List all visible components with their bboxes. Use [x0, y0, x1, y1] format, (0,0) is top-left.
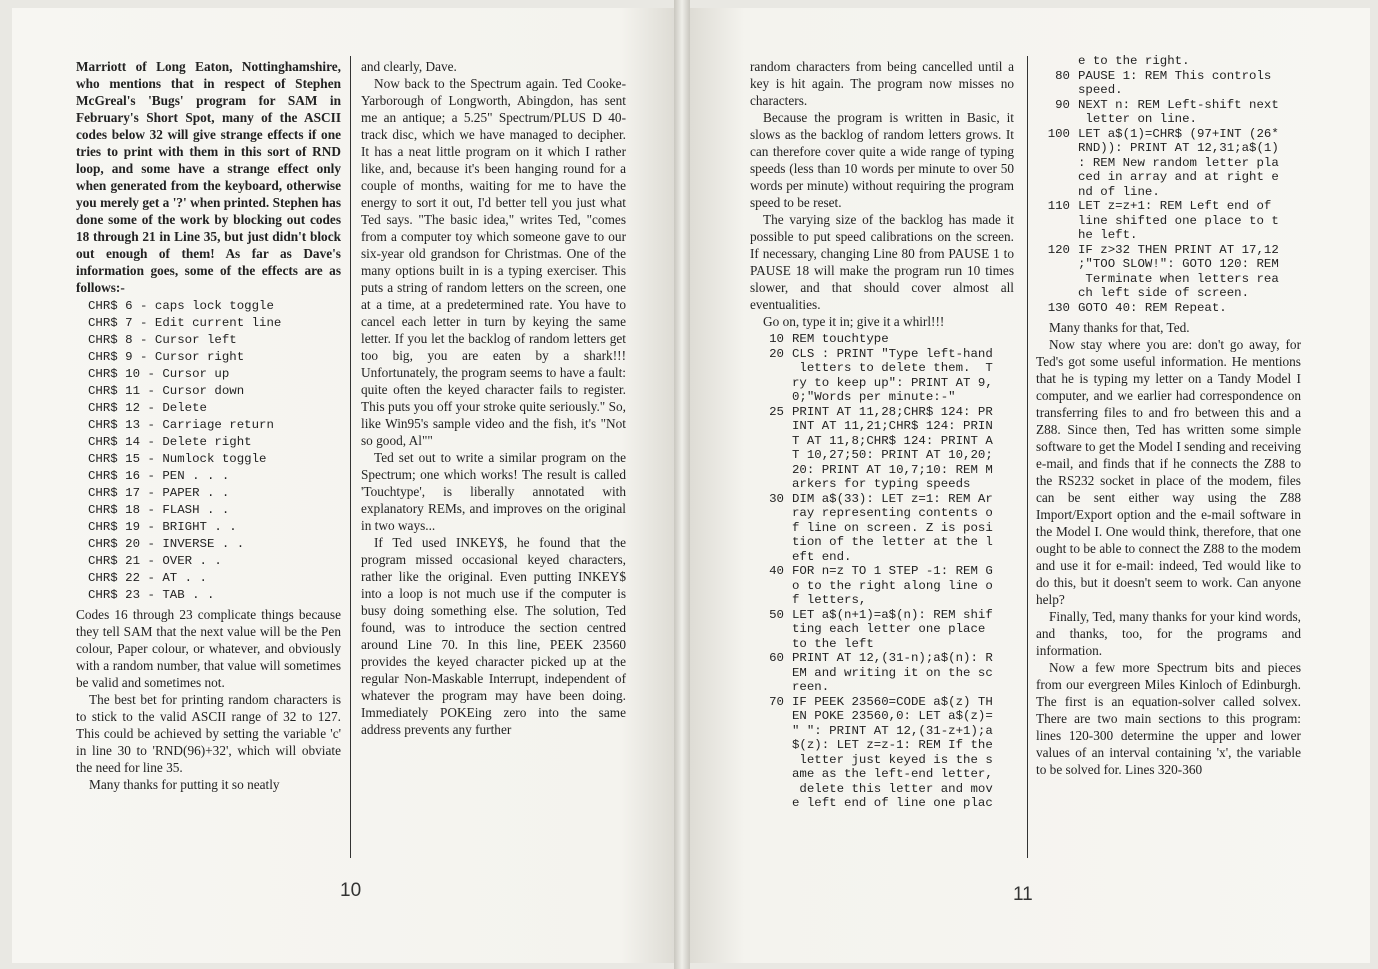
chr-code-line: CHR$ 10 - Cursor up — [88, 367, 230, 381]
program-line — [750, 724, 1014, 739]
program-text: f letters, — [792, 593, 867, 607]
program-text: nd of line. — [1078, 184, 1160, 199]
program-text: tion of the letter at the l — [792, 535, 993, 549]
program-line — [750, 593, 1014, 608]
program-text: ch left side of screen. — [1078, 286, 1250, 300]
right-page-column-1 — [750, 58, 1014, 811]
program-text: speed. — [1078, 83, 1123, 97]
program-text: ;"TOO SLOW!": GOTO 120: REM — [1078, 257, 1279, 271]
paragraph: Codes 16 through 23 complicate things because they tell SAM that the next value will be the Pen colour, Paper colour, or whatever, and obviously with a random number, that value will sometimes be valid and sometimes not. — [76, 607, 341, 690]
program-line — [750, 753, 1014, 768]
line-number: 25 — [769, 404, 784, 419]
program-line — [750, 448, 1014, 463]
line-number — [750, 477, 792, 492]
paragraph: Ted set out to write a similar program on the Spectrum; one which works! The result is called 'Touchtype', is liberally annotated with explanatory REMs, and improves on the original in two ways... — [361, 450, 626, 533]
program-text: PRINT AT 12,(31-n);a$(n): R — [792, 651, 993, 665]
line-number — [750, 709, 792, 724]
program-line — [750, 695, 1014, 710]
line-number — [750, 680, 792, 695]
program-text: delete this letter and mov — [792, 781, 993, 796]
program-text: GOTO 40: REM Repeat. — [1078, 300, 1227, 315]
program-text: REM touchtype — [792, 332, 889, 346]
program-text: letter just keyed is the s — [792, 752, 993, 767]
chr-code-line: CHR$ 11 - Cursor down — [88, 384, 245, 398]
line-number — [1036, 170, 1078, 185]
program-text: f line on screen. Z is posi — [792, 520, 993, 535]
program-listing — [750, 332, 1014, 811]
line-number — [750, 796, 792, 811]
line-number: 60 — [769, 651, 784, 665]
program-text: line shifted one place to t — [1078, 213, 1279, 228]
program-line — [750, 564, 1014, 579]
program-text: EM and writing it on the sc — [792, 665, 993, 680]
line-number — [1036, 286, 1078, 301]
page-number: 11 — [1013, 884, 1033, 905]
program-line — [750, 637, 1014, 652]
program-text: DIM a$(33): LET z=1: REM Ar — [792, 491, 993, 506]
program-line — [1036, 214, 1301, 229]
line-number: 40 — [769, 564, 784, 578]
program-line — [750, 550, 1014, 565]
line-number — [1036, 185, 1078, 200]
program-text: EN POKE 23560,0: LET a$(z)= — [792, 709, 993, 723]
line-number — [1036, 112, 1078, 127]
program-text: LET z=z+1: REM Left end of — [1078, 199, 1272, 213]
program-text: eft end. — [792, 549, 852, 564]
program-text: FOR n=z TO 1 STEP -1: REM G — [792, 564, 993, 578]
line-number — [750, 782, 792, 797]
program-line — [750, 506, 1014, 521]
program-text: PAUSE 1: REM This controls — [1078, 68, 1272, 83]
program-line — [750, 463, 1014, 478]
program-line — [750, 332, 1014, 347]
line-number: 130 — [1047, 300, 1070, 315]
program-line — [1036, 170, 1301, 185]
program-text: NEXT n: REM Left-shift next — [1078, 97, 1279, 112]
program-line — [750, 738, 1014, 753]
paragraph: Go on, type it in; give it a whirl!!! — [763, 314, 945, 329]
program-listing-continued — [1036, 54, 1301, 315]
line-number — [1036, 257, 1078, 272]
program-line — [750, 405, 1014, 420]
chr-code-line: CHR$ 12 - Delete — [88, 401, 207, 415]
chr-code-line: CHR$ 22 - AT . . — [88, 571, 207, 585]
program-line — [750, 521, 1014, 536]
line-number: 70 — [769, 694, 784, 709]
chr-code-line: CHR$ 18 - FLASH . . — [88, 503, 230, 517]
program-text: he left. — [1078, 228, 1138, 242]
chr-code-list — [88, 298, 341, 604]
program-text: ame as the left-end letter, — [792, 767, 993, 781]
program-text: PRINT AT 11,28;CHR$ 124: PR — [792, 404, 993, 419]
line-number — [1036, 228, 1078, 243]
program-line — [1036, 199, 1301, 214]
program-line — [1036, 272, 1301, 287]
program-line — [750, 622, 1014, 637]
line-number — [1036, 214, 1078, 229]
paragraph: Marriott of Long Eaton, Nottinghamshire, who mentions that in respect of Stephen McGreal's 'Bugs' program for SAM in February's Short Spot, many of the ASCII codes below 32 will give strange effects if one tries to print with them in this sort of RND loop, and some have a strange effect only when generated from the keyboard, otherwise you merely get a '?' when printed. Stephen has done some of the work by blocking out codes 18 through 21 in Line 35, but just didn't block out enough of them! As far as Dave's information goes, some of the effects are as follows:- — [76, 59, 341, 295]
line-number — [750, 521, 792, 536]
line-number — [750, 361, 792, 376]
line-number: 20 — [769, 346, 784, 361]
chr-code-line: CHR$ 16 - PEN . . . — [88, 469, 230, 483]
line-number: 90 — [1055, 97, 1070, 112]
program-line — [1036, 54, 1301, 69]
book-spine — [674, 0, 690, 969]
program-line — [1036, 185, 1301, 200]
column-divider — [1027, 56, 1028, 858]
program-text: e to the right. — [1078, 54, 1190, 68]
chr-code-line: CHR$ 14 - Delete right — [88, 435, 252, 449]
program-line — [750, 492, 1014, 507]
program-text: IF PEEK 23560=CODE a$(z) TH — [792, 694, 993, 709]
line-number: 120 — [1047, 242, 1070, 257]
program-text: ray representing contents o — [792, 506, 993, 520]
program-line — [750, 390, 1014, 405]
line-number: 10 — [769, 332, 784, 346]
program-line — [750, 361, 1014, 376]
line-number — [750, 506, 792, 521]
program-text: LET a$(1)=CHR$ (97+INT (26* — [1078, 126, 1279, 141]
chr-code-line: CHR$ 7 - Edit current line — [88, 316, 282, 330]
program-text: letters to delete them. T — [792, 361, 993, 375]
line-number — [750, 463, 792, 478]
line-number: 50 — [769, 607, 784, 622]
paragraph: and clearly, Dave. — [361, 59, 457, 74]
line-number — [750, 376, 792, 391]
program-text: ry to keep up": PRINT AT 9, — [792, 375, 993, 390]
line-number — [1036, 141, 1078, 156]
line-number — [750, 434, 792, 449]
chr-code-line: CHR$ 9 - Cursor right — [88, 350, 245, 364]
line-number — [750, 593, 792, 608]
program-text: to the left — [792, 636, 874, 651]
line-number — [750, 738, 792, 753]
line-number: 110 — [1047, 199, 1070, 213]
program-text: CLS : PRINT "Type left-hand — [792, 346, 993, 361]
right-page-column-2 — [1036, 54, 1301, 778]
chr-code-line: CHR$ 17 - PAPER . . — [88, 486, 230, 500]
column-divider — [350, 56, 351, 858]
chr-code-line: CHR$ 20 - INVERSE . . — [88, 537, 245, 551]
program-text: letter on line. — [1078, 112, 1197, 126]
program-text: e left end of line one plac — [792, 796, 993, 810]
program-line — [750, 376, 1014, 391]
paragraph: The varying size of the backlog has made it possible to put speed calibrations on the screen. If necessary, changing Line 80 from PAUSE 1 to PAUSE 18 will make the program run 10 times slower, and that should cover almost all eventualities. — [750, 212, 1014, 312]
program-line — [750, 419, 1014, 434]
line-number: 80 — [1055, 68, 1070, 83]
chr-code-line: CHR$ 15 - Numlock toggle — [88, 452, 267, 466]
program-line — [1036, 112, 1301, 127]
program-line — [1036, 141, 1301, 156]
paragraph: Now stay where you are: don't go away, for Ted's got some useful information. He mentions that he is typing my letter on a Tandy Model I computer, and we earlier had correspondence on transferring files to and fro between this and a Z88. Since then, Ted has written some simple software to get the Model I sending and receiving e-mail, and finds that if he connects the Z88 to the RS232 socket in place of the modem, files can be sent either way using the Z88 Import/Export option and the e-mail software in the Model I. One would think, therefore, that one ought to be able to connect the Z88 to the modem and use it for e-mail: indeed, Ted would like to do this, but it doesn't seem to work. Can anyone help? — [1036, 337, 1301, 607]
chr-code-line: CHR$ 21 - OVER . . — [88, 554, 222, 568]
chr-code-line: CHR$ 6 - caps lock toggle — [88, 299, 274, 313]
line-number — [750, 724, 792, 739]
line-number — [750, 767, 792, 782]
program-text: T AT 11,8;CHR$ 124: PRINT A — [792, 433, 993, 448]
line-number — [750, 753, 792, 768]
paragraph: Because the program is written in Basic, it slows as the backlog of random letters grows. It can therefore cover quite a wide range of typing speeds (less than 10 words per minute to over 50 words per minute) without requiring the program speed to be reset. — [750, 110, 1014, 210]
program-text: o to the right along line o — [792, 578, 993, 593]
line-number — [750, 666, 792, 681]
program-line — [1036, 257, 1301, 272]
program-text: RND)): PRINT AT 12,31;a$(1) — [1078, 141, 1279, 155]
program-line — [750, 782, 1014, 797]
line-number: 100 — [1047, 126, 1070, 141]
program-text: ting each letter one place — [792, 622, 986, 636]
program-text: Terminate when letters rea — [1078, 271, 1279, 286]
program-line — [1036, 243, 1301, 258]
program-text: T 10,27;50: PRINT AT 10,20; — [792, 448, 993, 462]
program-text: reen. — [792, 680, 830, 694]
paragraph: Now a few more Spectrum bits and pieces from our evergreen Miles Kinloch of Edinburgh. The first is an equation-solver called solvex. There are two main sections to this program: lines 120-300 determine the upper and lower values of an interval containing 'x', the variable to be solved for. Lines 320-360 — [1036, 660, 1301, 777]
program-line — [750, 535, 1014, 550]
paragraph: If Ted used INKEY$, he found that the program missed occasional keyed characters, rather like the original. Even putting INKEY$ into a loop is not much use if the computer is busy doing something else. The solution, Ted found, was to introduce the section centred around Line 70. In this line, PEEK 23560 provides the keyed character picked up at the regular Non-Maskable Interrupt, independent of whatever the program may have been doing. Immediately POKEing zero into the same address prevents any further — [361, 535, 626, 737]
paragraph: Many thanks for putting it so neatly — [89, 777, 280, 792]
program-text: $(z): LET z=z-1: REM If the — [792, 738, 993, 752]
page-number: 10 — [340, 880, 362, 901]
line-number — [750, 448, 792, 463]
paragraph: Now back to the Spectrum again. Ted Cooke-Yarborough of Longworth, Abingdon, has sent me an antique; a 5.25" Spectrum/PLUS D 40-track disc, which we have managed to decipher. It has a neat little program on it which I rather like, and, because it's been hanging round for a couple of months, waiting for me to have the energy to sort it out, I'd better tell you just what Ted says. "The basic idea," writes Ted, "comes from a computer toy which someone gave to our six-year old grandson for Christmas. One of the many options built in is a typing exerciser. This puts a string of random letters on the screen, one at a time, at a predetermined rate. You have to cancel each letter in turn by keying the same letter. If you let the backlog of random letters get too big, you are eaten by a shark!!! Unfortunately, the program seems to have a fault: quite often the keyed character fails to register. This puts you off your stroke quite seriously." So, like Win95's sample video and the fish, it's "Not so good, Al"" — [361, 76, 626, 448]
line-number — [1036, 272, 1078, 287]
paragraph: Finally, Ted, many thanks for your kind words, and thanks, too, for the programs and information. — [1036, 609, 1301, 658]
line-number — [750, 419, 792, 434]
program-text: 20: PRINT AT 10,7;10: REM M — [792, 462, 993, 477]
program-line — [750, 434, 1014, 449]
program-line — [750, 477, 1014, 492]
program-line — [750, 666, 1014, 681]
line-number — [750, 390, 792, 405]
program-text: 0;"Words per minute:-" — [792, 390, 956, 404]
program-line — [1036, 301, 1301, 316]
line-number — [750, 622, 792, 637]
chr-code-line: CHR$ 13 - Carriage return — [88, 418, 274, 432]
program-text: : REM New random letter pla — [1078, 155, 1279, 170]
program-text: IF z>32 THEN PRINT AT 17,12 — [1078, 242, 1279, 257]
program-line — [750, 608, 1014, 623]
program-line — [1036, 228, 1301, 243]
paragraph: random characters from being cancelled until a key is hit again. The program now misses no characters. — [750, 59, 1014, 108]
left-page-column-2 — [361, 58, 626, 738]
chr-code-line: CHR$ 19 - BRIGHT . . — [88, 520, 237, 534]
line-number — [750, 535, 792, 550]
line-number — [1036, 54, 1078, 69]
chr-code-line: CHR$ 8 - Cursor left — [88, 333, 237, 347]
program-line — [750, 680, 1014, 695]
chr-code-line: CHR$ 23 - TAB . . — [88, 588, 215, 602]
program-text: " ": PRINT AT 12,(31-z+1);a — [792, 723, 993, 738]
program-line — [750, 347, 1014, 362]
program-line — [750, 709, 1014, 724]
program-line — [1036, 156, 1301, 171]
program-line — [1036, 83, 1301, 98]
line-number — [750, 550, 792, 565]
program-text: LET a$(n+1)=a$(n): REM shif — [792, 607, 993, 622]
program-line — [750, 767, 1014, 782]
program-line — [1036, 69, 1301, 84]
line-number: 30 — [769, 491, 784, 506]
line-number — [1036, 156, 1078, 171]
program-text: ced in array and at right e — [1078, 170, 1279, 184]
left-page-column-1 — [76, 58, 341, 793]
paragraph: Many thanks for that, Ted. — [1049, 320, 1190, 335]
program-line — [1036, 98, 1301, 113]
line-number — [1036, 83, 1078, 98]
line-number — [750, 579, 792, 594]
program-text: INT AT 11,21;CHR$ 124: PRIN — [792, 419, 993, 433]
program-line — [750, 651, 1014, 666]
program-line — [1036, 286, 1301, 301]
line-number — [750, 637, 792, 652]
program-line — [1036, 127, 1301, 142]
program-text: arkers for typing speeds — [792, 477, 971, 491]
program-line — [750, 796, 1014, 811]
paragraph: The best bet for printing random characters is to stick to the valid ASCII range of 32 to 127. This could be achieved by setting the variable 'c' in line 30 to 'RND(96)+32', which will obviate the need for line 35. — [76, 692, 341, 775]
program-line — [750, 579, 1014, 594]
